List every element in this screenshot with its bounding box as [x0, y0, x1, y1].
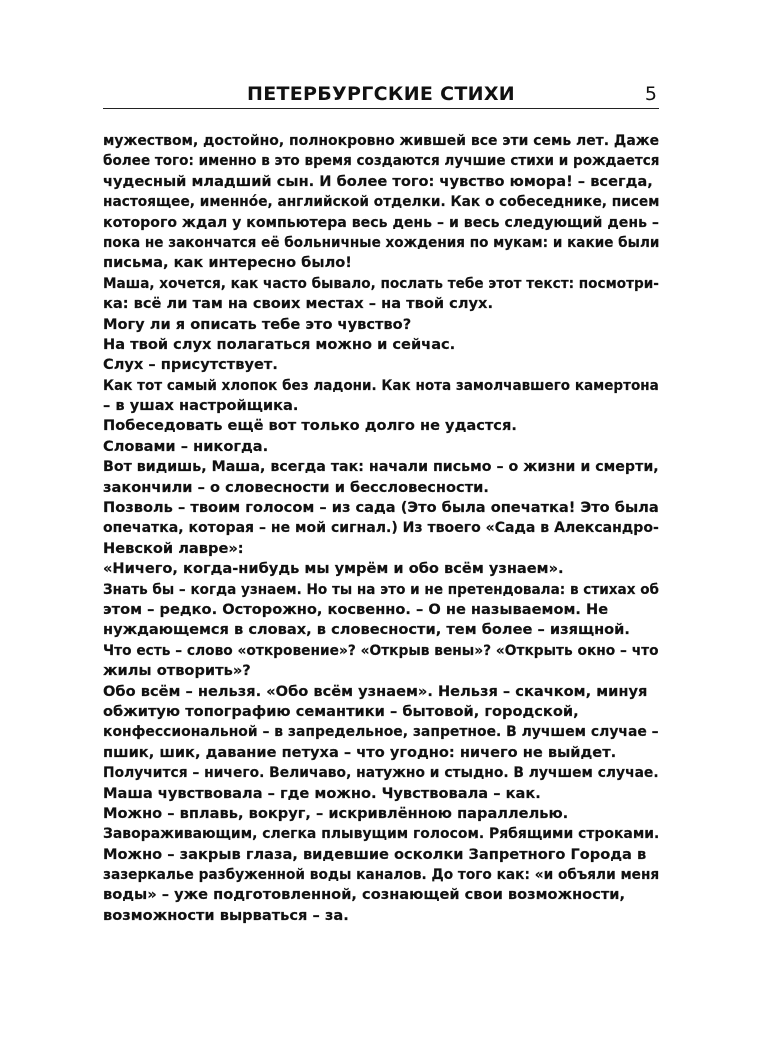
text-line: Невской лавре»:	[103, 539, 244, 557]
text-line: пшик, шик, давание петуха – что угодно: ничего не выйдет.	[103, 743, 617, 761]
text-line: Могу ли я описать тебе это чувство?	[103, 315, 412, 333]
text-line: Позволь – твоим голосом – из сада (Это была опечатка! Это была	[103, 499, 659, 517]
text-line: воды» – уже подготовленной, сознающей свои возможности,	[103, 886, 626, 904]
page-number: 5	[644, 83, 657, 105]
text-line: конфессиональной – в запредельное, запретное. В лучшем случае –	[103, 723, 659, 741]
text-line: мужеством, достойно, полнокровно жившей все эти семь лет. Даже	[103, 132, 660, 149]
text-line: закончили – о словесности и бессловесности.	[103, 478, 489, 496]
text-line: пока не закончатся её больничные хождения по мукам: и какие были	[103, 233, 660, 251]
text-line: Можно – вплавь, вокруг, – искривлённою параллелью.	[103, 804, 569, 822]
running-header	[103, 82, 659, 109]
text-line: письма, как интересно было!	[103, 254, 352, 272]
text-line: Можно – закрыв глаза, видевшие осколки Запретного Города в	[103, 845, 647, 863]
text-line: Маша, хочется, как часто бывало, послать тебе этот текст: посмотри-	[103, 274, 659, 292]
text-line: Побеседовать ещё вот только долго не удастся.	[103, 417, 517, 435]
text-line: Обо всём – нельзя. «Обо всём узнаем». Нельзя – скачком, минуя	[103, 682, 648, 700]
body-text	[103, 131, 659, 926]
text-line: Слух – присутствует.	[103, 356, 278, 374]
text-line: нуждающемся в словах, в словесности, тем более – изящной.	[103, 621, 630, 639]
text-line: обжитую топографию семантики – бытовой, городской,	[103, 702, 579, 720]
header-title: ПЕТЕРБУРГСКИЕ СТИХИ	[247, 83, 515, 105]
text-line: Как тот самый хлопок без ладони. Как нота замолчавшего камертона	[103, 376, 659, 394]
text-line: «Ничего, когда-нибудь мы умрём и обо всём узнаем».	[103, 560, 564, 578]
text-line: – в ушах настройщика.	[103, 397, 299, 415]
text-line: Вот видишь, Маша, всегда так: начали письмо – о жизни и смерти,	[103, 458, 659, 476]
text-line: Получится – ничего. Величаво, натужно и стыдно. В лучшем случае.	[103, 764, 659, 782]
text-line: которого ждал у компьютера весь день – и весь следующий день –	[103, 213, 659, 231]
text-line: чудесный младший сын. И более того: чувство юмора! – всегда,	[103, 172, 653, 190]
text-line: Что есть – слово «откровение»? «Открыв вены»? «Открыть окно – что	[103, 641, 659, 659]
text-line: Знать бы – когда узнаем. Но ты на это и не претендовала: в стихах об	[103, 580, 660, 598]
text-line: Словами – никогда.	[103, 437, 269, 455]
text-line: Завораживающим, слегка плывущим голосом. Рябящими строками.	[103, 825, 660, 843]
text-line: возможности вырваться – за.	[103, 906, 349, 924]
text-line: опечатка, которая – не мой сигнал.) Из твоего «Сада в Александро-	[103, 519, 659, 537]
text-line: ка: всё ли там на своих местах – на твой слух.	[103, 295, 493, 313]
text-line: настоящее, именнóе, английской отделки. Как о собеседнике, писем	[103, 193, 660, 211]
text-line: Маша чувствовала – где можно. Чувствовала – как.	[103, 784, 541, 802]
text-line: жилы отворить»?	[103, 662, 251, 680]
text-line: этом – редко. Осторожно, косвенно. – О не называемом. Не	[103, 600, 609, 618]
text-line: более того: именно в это время создаются лучшие стихи и рождается	[103, 152, 660, 170]
text-line: зазеркалье разбуженной воды каналов. До того как: «и объяли меня	[103, 866, 660, 884]
text-line: На твой слух полагаться можно и сейчас.	[103, 335, 456, 353]
